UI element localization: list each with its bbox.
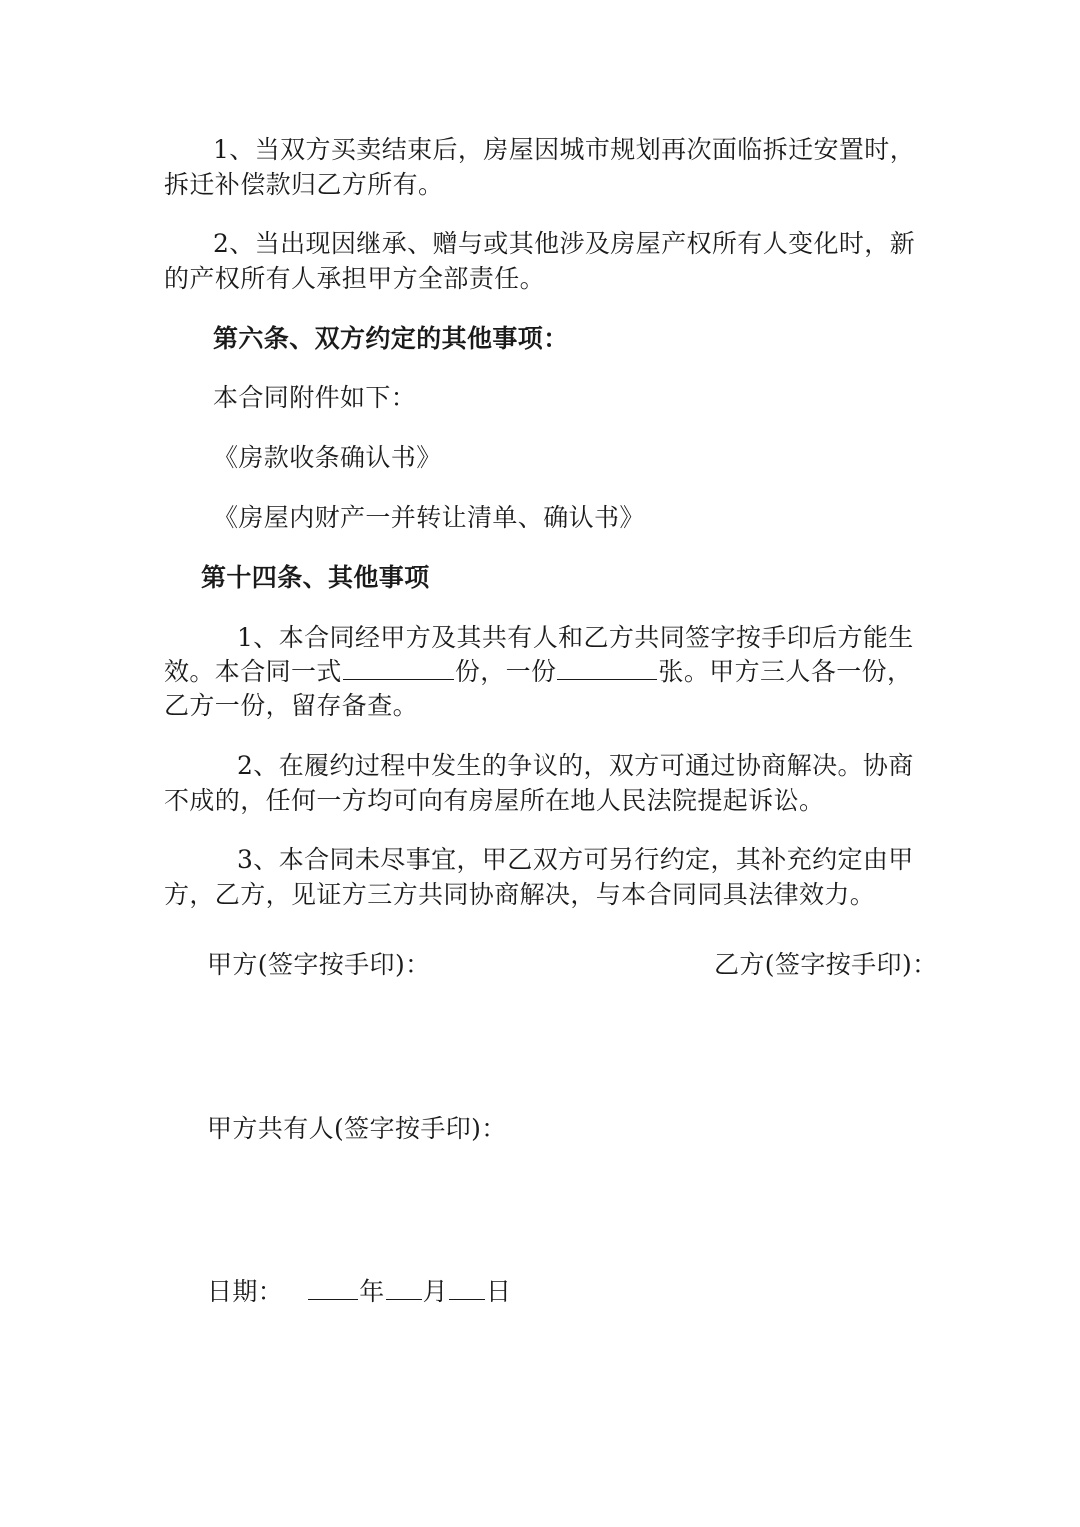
item3-line2: 方，乙方，见证方三方共同协商解决，与本合同同具法律效力。 — [164, 880, 876, 909]
item3-line1: 3、本合同未尽事宜，甲乙双方可另行约定，其补充约定由甲 — [237, 845, 914, 874]
item1-line1: 1、本合同经甲方及其共有人和乙方共同签字按手印后方能生 — [237, 623, 914, 652]
article6-heading: 第六条、双方约定的其他事项： — [213, 324, 569, 353]
item1-distribution: 张。甲方三人各一份， — [658, 657, 913, 686]
year-label: 年 — [359, 1277, 385, 1306]
clause2-line1: 2、当出现因继承、赠与或其他涉及房屋产权所有人变化时，新 — [213, 229, 916, 258]
attachment-1: 《房款收条确认书》 — [213, 443, 442, 472]
item2-line2: 不成的，任何一方均可向有房屋所在地人民法院提起诉讼。 — [164, 786, 825, 815]
item1-line2 — [164, 655, 912, 689]
item1-copies-label: 效。本合同一式 — [164, 657, 342, 686]
clause2-line2: 的产权所有人承担甲方全部责任。 — [164, 264, 546, 293]
day-label: 日 — [486, 1277, 512, 1306]
copies-blank[interactable] — [343, 655, 454, 680]
attachments-intro: 本合同附件如下： — [213, 383, 417, 412]
date-line — [207, 1275, 511, 1309]
pages-blank[interactable] — [557, 655, 657, 680]
item1-pages-label: 份，一份 — [454, 657, 557, 686]
day-blank[interactable] — [449, 1275, 485, 1300]
article14-heading: 第十四条、其他事项 — [201, 563, 430, 592]
item2-line1: 2、在履约过程中发生的争议的，双方可通过协商解决。协商 — [237, 751, 914, 780]
item1-line3: 乙方一份，留存备查。 — [164, 691, 419, 720]
party-a-coowner-signature-label: 甲方共有人(签字按手印)： — [207, 1114, 507, 1143]
date-label: 日期： — [207, 1277, 284, 1306]
attachment-2: 《房屋内财产一并转让清单、确认书》 — [213, 503, 645, 532]
clause1-line1: 1、当双方买卖结束后，房屋因城市规划再次面临拆迁安置时， — [213, 135, 916, 164]
month-blank[interactable] — [386, 1275, 422, 1300]
clause1-line2: 拆迁补偿款归乙方所有。 — [164, 170, 444, 199]
month-label: 月 — [422, 1277, 449, 1306]
party-b-signature-label: 乙方(签字按手印)： — [714, 950, 938, 979]
party-a-signature-label: 甲方(签字按手印)： — [207, 950, 431, 979]
year-blank[interactable] — [308, 1275, 358, 1300]
